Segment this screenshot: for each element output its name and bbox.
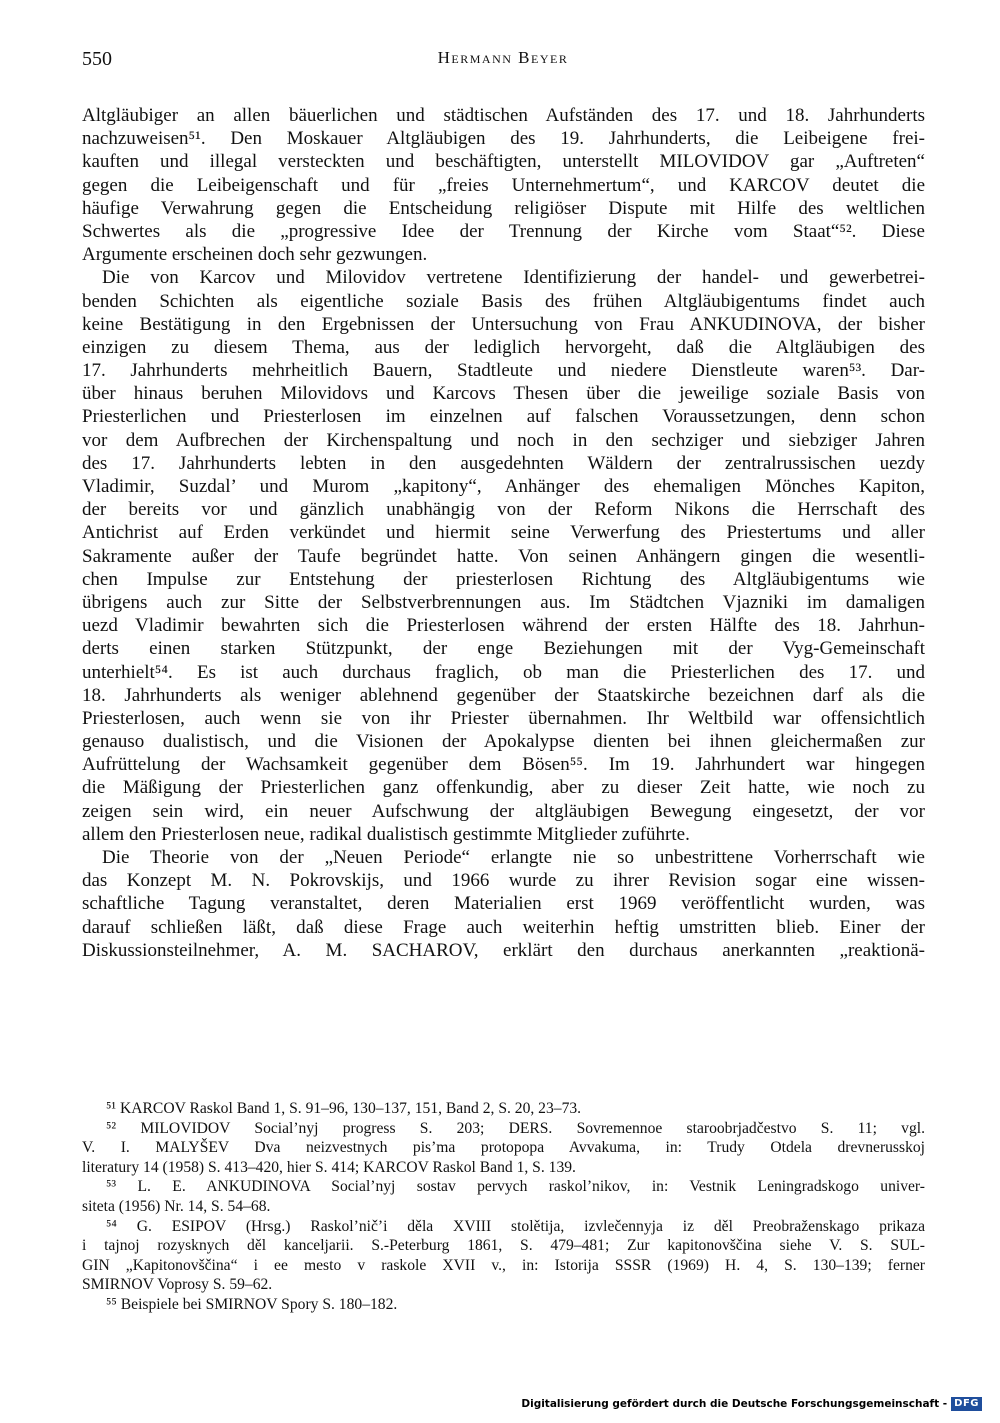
body-line: übrigens auch zur Sitte der Selbstverbrennungen aus. Im Städtchen Vjazniki im damaligen xyxy=(82,591,925,613)
body-line: gegen die Leibeigenschaft und für „freies Unternehmertum“, und KARCOV deutet die xyxy=(82,174,925,196)
body-line: Die von Karcov und Milovidov vertretene Identifizierung der handel- und gewerbetrei- xyxy=(102,267,925,289)
footer-banner xyxy=(521,1397,982,1411)
body-line: Aufrüttelung der Wachsamkeit gegenüber dem Bösen⁵⁵. Im 19. Jahrhundert war hingegen xyxy=(82,754,925,776)
body-line: Argumente erscheinen doch sehr gezwungen. xyxy=(82,244,428,266)
body-line: der bereits vor und gänzlich unabhängig von der Reform Nikons die Herrschaft des xyxy=(82,499,925,521)
body-text xyxy=(82,104,925,962)
body-line: des 17. Jahrhunderts lebten in den ausgedehnten Wäldern der zentralrussischen uezdy xyxy=(82,452,925,474)
page-number: 550 xyxy=(82,48,112,70)
footer-text: Digitalisierung gefördert durch die Deutsche Forschungsgemeinschaft - xyxy=(521,1398,948,1410)
footnote-line: ⁵⁴ G. ESIPOV (Hrsg.) Raskol’nič’i děla XVIII stolětija, izvlečennyja iz děl Preobraženskago prikaza xyxy=(106,1217,925,1235)
body-line: unterhielt⁵⁴. Es ist auch durchaus fraglich, ob man die Priesterlichen des 17. und xyxy=(82,661,925,683)
body-line: derts einen starken Stützpunkt, der enge Beziehungen mit der Vyg-Gemeinschaft xyxy=(82,638,925,660)
body-line: über hinaus beruhen Milovidovs und Karcovs Thesen über die jeweilige soziale Basis von xyxy=(82,383,925,405)
footnote-line: V. I. MALYŠEV Dva neizvestnych pis’ma protopopa Avvakuma, in: Trudy Otdela drevnerusskoj xyxy=(82,1139,925,1157)
body-line: Diskussionsteilnehmer, A. M. SACHAROV, erklärt den durchaus anerkannten „reaktionä- xyxy=(82,939,925,961)
body-line: 17. Jahrhunderts mehrheitlich Bauern, Stadtleute und niedere Dienstleute waren⁵³. Dar- xyxy=(82,360,925,382)
body-line: 18. Jahrhunderts als weniger ablehnend gegenüber der Staatskirche bezeichnen darf als die xyxy=(82,684,925,706)
body-line: die Mäßigung der Priesterlichen ganz offenkundig, aber zu dieser Zeit hatte, wie noch zu xyxy=(82,777,925,799)
body-line: darauf schließen läßt, daß diese Frage auch weiterhin heftig umstritten blieb. Einer der xyxy=(82,916,925,938)
body-line: Altgläubiger an allen bäuerlichen und städtischen Aufständen des 17. und 18. Jahrhunderts xyxy=(82,105,925,126)
footnote-line: ⁵² MILOVIDOV Social’nyj progress S. 203; DERS. Sovremennoe staroobrjadčestvo S. 11; vgl. xyxy=(106,1119,925,1137)
body-line: chen Impulse zur Entstehung der priesterlosen Richtung des Altgläubigentums wie xyxy=(82,568,925,590)
body-line: uezd Vladimir bewahrten sich die Priesterlosen während der ersten Hälfte des 18. Jahrhun- xyxy=(82,615,925,637)
footnote-line: literatury 14 (1958) S. 413–420, hier S. 414; KARCOV Raskol Band 1, S. 139. xyxy=(82,1158,576,1176)
footnote-line: GIN „Kapitonovščina“ i ee mesto v raskole XVII v., in: Istorija SSSR (1969) H. 4, S. 130–139; ferner xyxy=(82,1256,925,1274)
body-line: nachzuweisen⁵¹. Den Moskauer Altgläubigen des 19. Jahrhunderts, die Leibeigene frei- xyxy=(82,128,925,150)
running-head: Hermann Beyer xyxy=(437,48,569,67)
body-line: Priesterlichen und Priesterlosen im einzelnen auf falschen Voraussetzungen, denn schon xyxy=(82,406,925,428)
footnote-line: siteta (1956) Nr. 14, S. 54–68. xyxy=(82,1197,271,1215)
body-line: Vladimir, Suzdal’ und Murom „kapitony“, Anhänger des ehemaligen Mönches Kapiton, xyxy=(82,476,925,497)
body-line: Sakramente außer der Taufe begründet hatte. Von seinen Anhängern gingen die wesentli- xyxy=(82,545,925,567)
dfg-logo: DFG xyxy=(951,1397,982,1411)
body-line: benden Schichten als eigentliche soziale Basis des frühen Altgläubigentums findet auch xyxy=(82,290,925,312)
footnote-line: ⁵³ L. E. ANKUDINOVA Social’nyj sostav pervych raskol’nikov, in: Vestnik Leningradskogo univer- xyxy=(106,1178,925,1196)
footnote-line: i tajnoj rozysknych děl kanceljarii. S.-Peterburg 1861, S. 479–481; Zur kapitonovščina siehe V. S. SUL- xyxy=(82,1237,925,1255)
body-line: einzigen zu diesem Thema, aus der lediglich hervorgeht, daß die Altgläubigen des xyxy=(82,336,925,358)
page-header xyxy=(82,48,924,74)
body-line: kauften und illegal versteckten und beschäftigten, unterstellt MILOVIDOV gar „Auftreten“ xyxy=(82,151,925,173)
footnote-line: ⁵¹ KARCOV Raskol Band 1, S. 91–96, 130–137, 151, Band 2, S. 20, 23–73. xyxy=(106,1100,582,1117)
body-line: häufige Verwahrung gegen die Entscheidung religiöser Dispute mit Hilfe des weltlichen xyxy=(82,197,925,219)
body-line: Priesterlosen, auch wenn sie von ihr Priester übernahmen. Ihr Weltbild war offensichtlich xyxy=(82,707,925,729)
body-line: keine Bestätigung in den Ergebnissen der Untersuchung von Frau ANKUDINOVA, der bisher xyxy=(82,313,925,335)
footnote-line: SMIRNOV Voprosy S. 59–62. xyxy=(82,1276,273,1294)
body-line: allem den Priesterlosen neue, radikal dualistisch gestimmte Mitglieder zuführte. xyxy=(82,823,690,845)
footnotes xyxy=(82,1099,925,1315)
body-line: vor dem Aufbrechen der Kirchenspaltung und noch in den sechziger und siebziger Jahren xyxy=(82,429,925,451)
body-line: genauso dualistisch, und die Visionen der Apokalypse dienten bei ihnen gleichermaßen zur xyxy=(82,731,925,753)
footnote-line: ⁵⁵ Beispiele bei SMIRNOV Spory S. 180–182. xyxy=(106,1295,398,1313)
body-line: schaftliche Tagung veranstaltet, deren Materialien erst 1969 veröffentlicht wurden, was xyxy=(82,893,925,915)
body-line: Schwertes als die „progressive Idee der Trennung der Kirche vom Staat“⁵². Diese xyxy=(82,220,925,242)
body-line: das Konzept M. N. Pokrovskijs, und 1966 wurde zu ihrer Revision sogar eine wissen- xyxy=(82,870,925,892)
body-line: Antichrist auf Erden verkündet und hiermit seine Verwerfung des Priestertums und aller xyxy=(82,522,925,544)
body-line: Die Theorie von der „Neuen Periode“ erlangte nie so unbestrittene Vorherrschaft wie xyxy=(102,847,925,868)
body-line: zeigen sein wird, ein neuer Aufschwung der altgläubigen Bewegung eingesetzt, der vor xyxy=(82,800,925,822)
